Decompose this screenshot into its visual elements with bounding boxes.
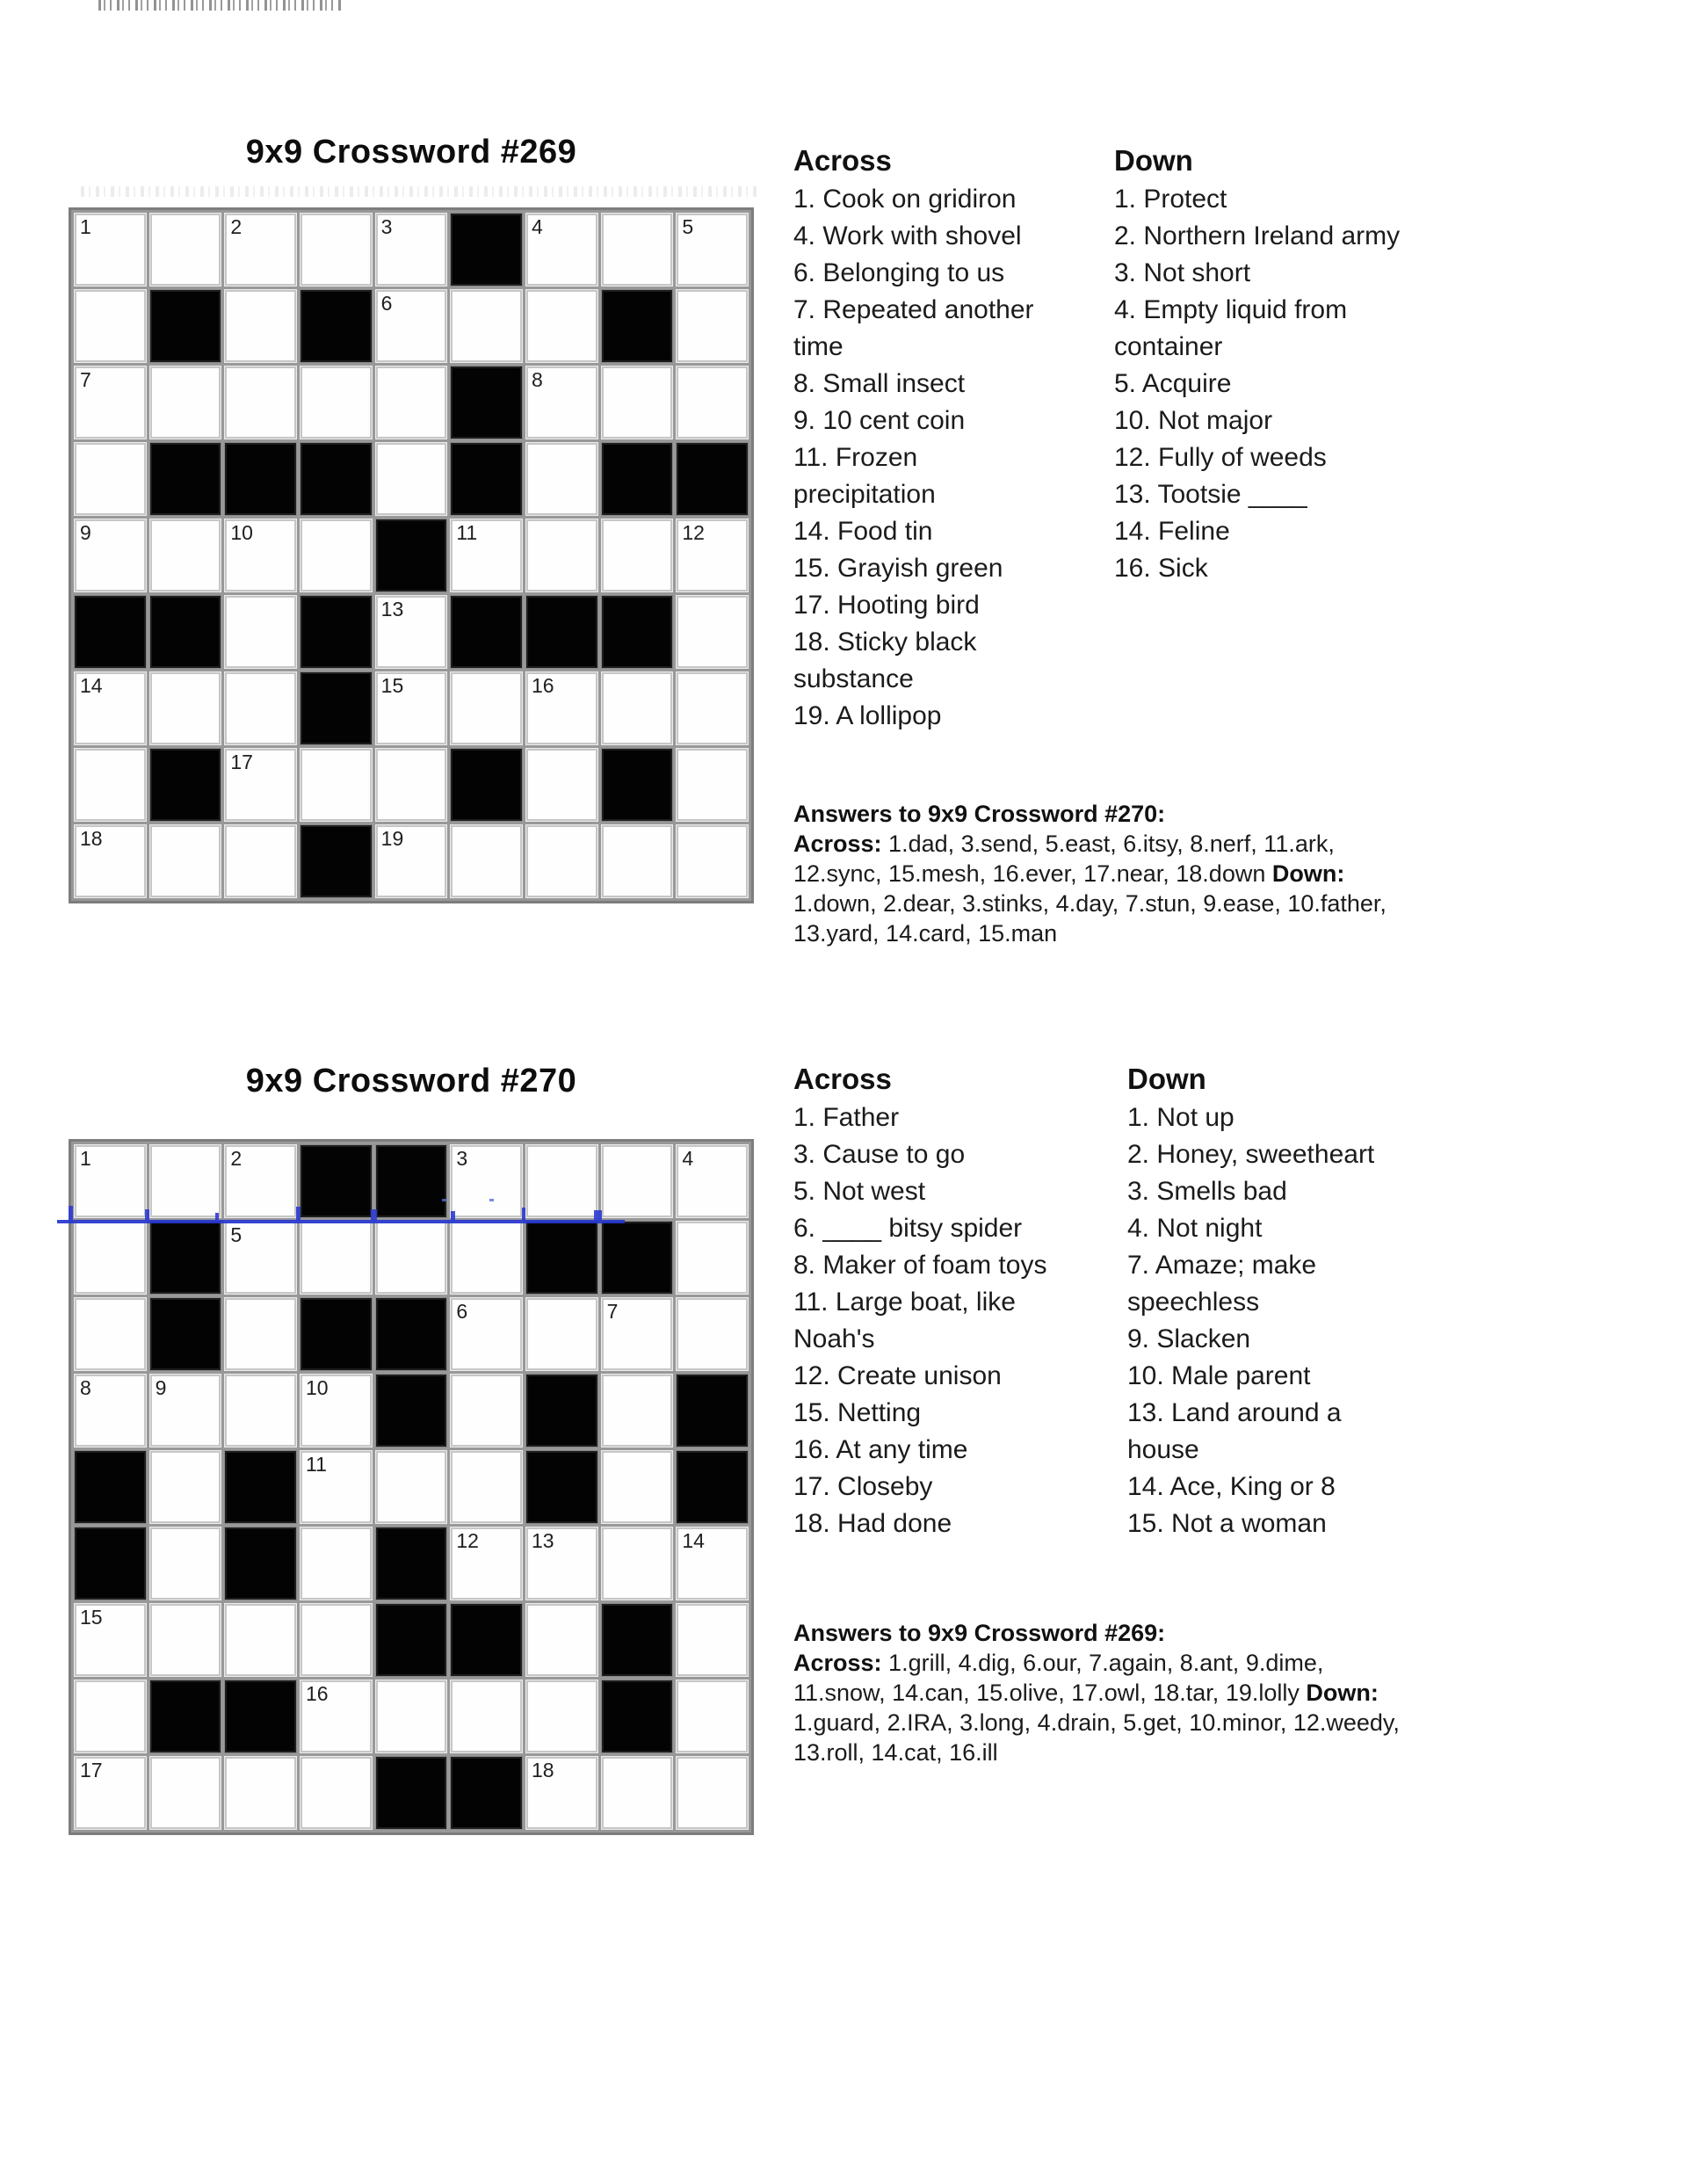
grid-cell bbox=[677, 596, 748, 668]
across-clue-list bbox=[793, 181, 1119, 735]
grid-cell bbox=[677, 290, 748, 362]
grid-cell bbox=[451, 1222, 522, 1294]
cell-number: 1 bbox=[80, 1147, 91, 1170]
clue-line: 10. Male parent bbox=[1127, 1361, 1311, 1390]
black-cell bbox=[300, 290, 372, 362]
cell-number: 5 bbox=[682, 215, 694, 238]
clue-line: 17. Closeby bbox=[793, 1472, 933, 1501]
grid-cell bbox=[451, 290, 522, 362]
clue-line: 16. At any time bbox=[793, 1435, 968, 1464]
answers-text: 1.guard, 2.IRA, 3.long, 4.drain, 5.get, 10.minor, 12.weedy, bbox=[793, 1709, 1400, 1736]
black-cell bbox=[150, 1680, 221, 1752]
answers-block-270 bbox=[793, 799, 1444, 948]
grid-cell bbox=[225, 596, 296, 668]
answers-block-269 bbox=[793, 1618, 1444, 1767]
black-cell bbox=[376, 1527, 447, 1600]
grid-cell bbox=[602, 1451, 673, 1523]
clue-line: 6. Belonging to us bbox=[793, 258, 1005, 287]
link-artifact-mark bbox=[145, 1209, 149, 1220]
link-artifact-mark bbox=[451, 1211, 455, 1220]
cell-number: 7 bbox=[606, 1300, 619, 1323]
cell-number: 16 bbox=[305, 1682, 329, 1705]
grid-cell bbox=[677, 366, 748, 439]
black-cell bbox=[376, 519, 447, 591]
clue-line: 1. Not up bbox=[1127, 1103, 1234, 1132]
black-cell bbox=[225, 1451, 296, 1523]
grid-cell bbox=[602, 1757, 673, 1829]
grid-cell bbox=[225, 672, 296, 744]
grid-cell bbox=[75, 749, 146, 821]
grid-cell bbox=[526, 1680, 597, 1752]
black-cell bbox=[150, 1222, 221, 1294]
black-cell bbox=[225, 443, 296, 515]
grid-cell bbox=[225, 825, 296, 897]
grid-cell bbox=[150, 519, 221, 591]
cell-number: 3 bbox=[456, 1147, 468, 1170]
grid-cell bbox=[300, 1680, 372, 1752]
answers-label: Across: bbox=[793, 1650, 882, 1676]
black-cell bbox=[225, 1527, 296, 1600]
answers-text: 11.snow, 14.can, 15.olive, 17.owl, 18.tar, 19.lolly bbox=[793, 1680, 1307, 1706]
clue-line: 3. Smells bad bbox=[1127, 1177, 1287, 1206]
answers-label: Down: bbox=[1271, 860, 1345, 887]
cell-number: 6 bbox=[456, 1300, 468, 1323]
black-cell bbox=[602, 596, 673, 668]
black-cell bbox=[300, 672, 372, 744]
grid-cell bbox=[451, 519, 522, 591]
cell-number: 8 bbox=[80, 1376, 91, 1399]
grid-cell bbox=[225, 519, 296, 591]
clue-line: 11. Large boat, like bbox=[793, 1288, 1016, 1317]
grid-cell bbox=[300, 366, 372, 439]
grid-cell bbox=[677, 519, 748, 591]
black-cell bbox=[602, 749, 673, 821]
black-cell bbox=[300, 825, 372, 897]
black-cell bbox=[526, 1451, 597, 1523]
grid-cell bbox=[75, 1757, 146, 1829]
clue-line: 15. Grayish green bbox=[793, 554, 1003, 583]
black-cell bbox=[602, 1222, 673, 1294]
clue-line: container bbox=[1114, 332, 1223, 361]
answers-body bbox=[793, 1648, 1444, 1767]
grid-cell bbox=[451, 1298, 522, 1370]
answers-line bbox=[793, 829, 1444, 859]
black-cell bbox=[451, 749, 522, 821]
cell-number: 10 bbox=[305, 1376, 329, 1399]
grid-cell bbox=[300, 749, 372, 821]
grid-cell bbox=[300, 1451, 372, 1523]
across-header: Across bbox=[793, 1063, 892, 1095]
black-cell bbox=[526, 596, 597, 668]
clue-line: 1. Cook on gridiron bbox=[793, 185, 1017, 214]
clue-line: 18. Sticky black bbox=[793, 628, 977, 657]
grid-cell bbox=[150, 1604, 221, 1676]
grid-cell bbox=[602, 1298, 673, 1370]
black-cell bbox=[300, 596, 372, 668]
clue-line: speechless bbox=[1127, 1288, 1260, 1317]
clue-line: 14. Feline bbox=[1114, 517, 1230, 546]
black-cell bbox=[526, 1375, 597, 1447]
grid-cell bbox=[526, 366, 597, 439]
black-cell bbox=[677, 1451, 748, 1523]
black-cell bbox=[451, 1757, 522, 1829]
cell-number: 2 bbox=[230, 215, 243, 238]
black-cell bbox=[526, 1222, 597, 1294]
down-clue-list bbox=[1127, 1099, 1531, 1542]
clue-line: 5. Acquire bbox=[1114, 369, 1232, 398]
clue-line: 8. Small insect bbox=[793, 369, 966, 398]
black-cell bbox=[451, 366, 522, 439]
clue-line: 8. Maker of foam toys bbox=[793, 1251, 1047, 1280]
link-artifact-mark bbox=[69, 1206, 73, 1220]
grid-cell bbox=[677, 1145, 748, 1217]
grid-cell bbox=[376, 1451, 447, 1523]
grid-cell bbox=[526, 1298, 597, 1370]
grid-cell bbox=[150, 1527, 221, 1600]
puzzle-title-269: 9x9 Crossword #269 bbox=[245, 134, 577, 171]
cell-number: 19 bbox=[380, 827, 404, 850]
grid-cell bbox=[225, 1222, 296, 1294]
cell-number: 3 bbox=[380, 215, 393, 238]
crossword-grid-270 bbox=[69, 1139, 754, 1835]
grid-cell bbox=[300, 1527, 372, 1600]
cell-number: 18 bbox=[80, 827, 103, 850]
answers-text: 13.roll, 14.cat, 16.ill bbox=[793, 1739, 998, 1766]
grid-cell bbox=[225, 366, 296, 439]
grid-cell bbox=[75, 443, 146, 515]
grid-cell bbox=[300, 214, 372, 286]
clue-line: 7. Amaze; make bbox=[1127, 1251, 1317, 1280]
cell-number: 18 bbox=[531, 1759, 554, 1781]
answers-line bbox=[793, 889, 1444, 918]
grid-cell bbox=[677, 1680, 748, 1752]
answers-line bbox=[793, 1708, 1444, 1738]
grid-cell bbox=[75, 1375, 146, 1447]
grid-cell bbox=[225, 1375, 296, 1447]
grid-cell bbox=[75, 290, 146, 362]
grid-cell bbox=[150, 825, 221, 897]
cell-number: 4 bbox=[531, 215, 543, 238]
cell-number: 6 bbox=[380, 292, 393, 315]
answers-text: 1.down, 2.dear, 3.stinks, 4.day, 7.stun, 9.ease, 10.father, bbox=[793, 890, 1387, 917]
across-clues-269 bbox=[793, 144, 1119, 735]
black-cell bbox=[75, 596, 146, 668]
grid-cell bbox=[75, 519, 146, 591]
cell-number: 12 bbox=[682, 521, 705, 544]
grid-cell bbox=[75, 825, 146, 897]
black-cell bbox=[451, 443, 522, 515]
black-cell bbox=[602, 1604, 673, 1676]
black-cell bbox=[376, 1375, 447, 1447]
grid-cell bbox=[602, 1527, 673, 1600]
grid-cell bbox=[75, 672, 146, 744]
link-artifact-dot bbox=[489, 1199, 494, 1201]
clue-line: 13. Land around a bbox=[1127, 1398, 1342, 1427]
black-cell bbox=[677, 443, 748, 515]
cell-number: 5 bbox=[230, 1223, 243, 1246]
grid-cell bbox=[300, 519, 372, 591]
grid-cell bbox=[526, 749, 597, 821]
across-clues-270 bbox=[793, 1063, 1127, 1542]
grid-cell bbox=[677, 1527, 748, 1600]
grid-cell bbox=[677, 672, 748, 744]
grid-cell bbox=[526, 1757, 597, 1829]
black-cell bbox=[376, 1298, 447, 1370]
grid-cell bbox=[225, 749, 296, 821]
clue-line: 4. Not night bbox=[1127, 1214, 1263, 1243]
answers-text: 12.sync, 15.mesh, 16.ever, 17.near, 18.down bbox=[793, 860, 1272, 887]
cell-number: 15 bbox=[380, 674, 404, 697]
link-artifact-mark bbox=[522, 1208, 525, 1220]
black-cell bbox=[150, 290, 221, 362]
grid-cell bbox=[75, 1222, 146, 1294]
grid-cell bbox=[677, 1298, 748, 1370]
answers-label: Down: bbox=[1306, 1680, 1379, 1706]
cell-number: 10 bbox=[230, 521, 253, 544]
grid-cell bbox=[150, 366, 221, 439]
grid-cell bbox=[376, 825, 447, 897]
grid-cell bbox=[677, 1222, 748, 1294]
answers-line bbox=[793, 918, 1444, 948]
grid-cell bbox=[376, 1222, 447, 1294]
grid-cell bbox=[677, 214, 748, 286]
grid-cell bbox=[75, 214, 146, 286]
grid-cell bbox=[75, 1604, 146, 1676]
grid-cell bbox=[376, 214, 447, 286]
clue-line: 16. Sick bbox=[1114, 554, 1208, 583]
clue-line: time bbox=[793, 332, 844, 361]
scan-artifact-band bbox=[81, 186, 757, 197]
cell-number: 1 bbox=[80, 215, 91, 238]
cell-number: 8 bbox=[531, 368, 543, 391]
cell-number: 14 bbox=[682, 1529, 705, 1552]
clue-line: 12. Fully of weeds bbox=[1114, 443, 1327, 472]
cell-number: 17 bbox=[80, 1759, 103, 1781]
cell-number: 9 bbox=[155, 1376, 167, 1399]
down-header: Down bbox=[1114, 144, 1193, 177]
grid-cell bbox=[602, 214, 673, 286]
across-clue-list bbox=[793, 1099, 1127, 1542]
clue-line: 19. A lollipop bbox=[793, 701, 942, 730]
down-clue-list bbox=[1114, 181, 1518, 587]
answers-label: Across: bbox=[793, 831, 882, 857]
grid-cell bbox=[150, 214, 221, 286]
answers-line bbox=[793, 1678, 1444, 1708]
cell-number: 15 bbox=[80, 1606, 103, 1629]
clue-line: substance bbox=[793, 664, 914, 693]
black-cell bbox=[677, 1375, 748, 1447]
grid-cell bbox=[300, 1222, 372, 1294]
black-cell bbox=[602, 443, 673, 515]
black-cell bbox=[451, 1604, 522, 1676]
clue-line: 15. Netting bbox=[793, 1398, 922, 1427]
crossword-grid-269 bbox=[69, 207, 754, 903]
grid-cell bbox=[451, 672, 522, 744]
black-cell bbox=[150, 596, 221, 668]
cell-number: 17 bbox=[230, 751, 253, 773]
grid-cell bbox=[451, 1527, 522, 1600]
grid-cell bbox=[526, 672, 597, 744]
cell-number: 4 bbox=[682, 1147, 694, 1170]
grid-cell bbox=[376, 443, 447, 515]
answers-line bbox=[793, 859, 1444, 889]
clue-line: 10. Not major bbox=[1114, 406, 1273, 435]
grid-cell bbox=[376, 290, 447, 362]
black-cell bbox=[376, 1604, 447, 1676]
black-cell bbox=[602, 290, 673, 362]
puzzle-title-270: 9x9 Crossword #270 bbox=[245, 1063, 577, 1099]
clue-line: 2. Honey, sweetheart bbox=[1127, 1140, 1375, 1169]
answers-text: 13.yard, 14.card, 15.man bbox=[793, 920, 1058, 947]
clipped-text-artifact bbox=[98, 0, 343, 11]
cell-number: 13 bbox=[531, 1529, 554, 1552]
black-cell bbox=[300, 1298, 372, 1370]
grid-cell bbox=[376, 1680, 447, 1752]
grid-cell bbox=[150, 1451, 221, 1523]
cell-number: 16 bbox=[531, 674, 554, 697]
black-cell bbox=[602, 1680, 673, 1752]
grid-cell bbox=[225, 1757, 296, 1829]
clue-line: 7. Repeated another bbox=[793, 295, 1034, 324]
grid-cell bbox=[526, 1604, 597, 1676]
grid-cell bbox=[526, 443, 597, 515]
black-cell bbox=[150, 443, 221, 515]
answers-text: 1.grill, 4.dig, 6.our, 7.again, 8.ant, 9.dime, bbox=[881, 1650, 1324, 1676]
clue-line: house bbox=[1127, 1435, 1199, 1464]
cell-number: 13 bbox=[380, 598, 404, 620]
grid-cell bbox=[150, 1375, 221, 1447]
grid-cell bbox=[677, 749, 748, 821]
clue-line: 14. Food tin bbox=[793, 517, 933, 546]
grid-cell bbox=[451, 825, 522, 897]
cell-number: 11 bbox=[305, 1453, 327, 1476]
grid-cell bbox=[602, 366, 673, 439]
down-header: Down bbox=[1127, 1063, 1206, 1095]
clue-line: 3. Cause to go bbox=[793, 1140, 966, 1169]
clue-line: 1. Protect bbox=[1114, 185, 1227, 214]
clue-line: 18. Had done bbox=[793, 1509, 952, 1538]
black-cell bbox=[225, 1680, 296, 1752]
grid-cell bbox=[376, 596, 447, 668]
grid-cell bbox=[451, 1375, 522, 1447]
grid-cell bbox=[225, 1604, 296, 1676]
clue-line: 4. Work with shovel bbox=[793, 221, 1022, 250]
grid-cell bbox=[75, 1298, 146, 1370]
grid-cell bbox=[150, 1757, 221, 1829]
link-artifact-mark bbox=[215, 1213, 219, 1220]
clue-line: precipitation bbox=[793, 480, 936, 509]
answers-title: Answers to 9x9 Crossword #270: bbox=[793, 801, 1166, 827]
grid-cell bbox=[376, 366, 447, 439]
down-clues-270 bbox=[1127, 1063, 1531, 1542]
grid-cell bbox=[677, 1604, 748, 1676]
black-cell bbox=[376, 1757, 447, 1829]
grid-cell bbox=[526, 825, 597, 897]
grid-cell bbox=[300, 1604, 372, 1676]
grid-cell bbox=[451, 1451, 522, 1523]
clue-line: 14. Ace, King or 8 bbox=[1127, 1472, 1336, 1501]
grid-cell bbox=[602, 1375, 673, 1447]
grid-cell bbox=[526, 290, 597, 362]
grid-cell bbox=[526, 519, 597, 591]
black-cell bbox=[451, 214, 522, 286]
link-artifact-dot bbox=[442, 1199, 446, 1201]
grid-cell bbox=[225, 214, 296, 286]
grid-cell bbox=[376, 672, 447, 744]
cell-number: 7 bbox=[80, 368, 91, 391]
answers-body bbox=[793, 829, 1444, 948]
grid-cell bbox=[602, 825, 673, 897]
grid-cell bbox=[602, 519, 673, 591]
clue-line: 5. Not west bbox=[793, 1177, 926, 1206]
answers-line bbox=[793, 1738, 1444, 1767]
answers-line bbox=[793, 1648, 1444, 1678]
grid-cell bbox=[150, 672, 221, 744]
cell-number: 2 bbox=[230, 1147, 243, 1170]
clue-line: 17. Hooting bird bbox=[793, 591, 980, 620]
clue-line: 6. ____ bitsy spider bbox=[793, 1214, 1023, 1243]
black-cell bbox=[300, 443, 372, 515]
grid-cell bbox=[677, 1757, 748, 1829]
grid-cell bbox=[602, 672, 673, 744]
grid-cell bbox=[677, 825, 748, 897]
clue-line: 13. Tootsie ____ bbox=[1114, 480, 1307, 509]
clue-line: 2. Northern Ireland army bbox=[1114, 221, 1401, 250]
link-artifact[interactable] bbox=[57, 1197, 625, 1223]
black-cell bbox=[150, 749, 221, 821]
link-artifact-mark bbox=[296, 1207, 300, 1220]
cell-number: 14 bbox=[80, 674, 103, 697]
clue-line: 3. Not short bbox=[1114, 258, 1251, 287]
black-cell bbox=[75, 1527, 146, 1600]
clue-line: Noah's bbox=[793, 1324, 875, 1353]
clue-line: 1. Father bbox=[793, 1103, 900, 1132]
grid-cell bbox=[75, 1680, 146, 1752]
black-cell bbox=[150, 1298, 221, 1370]
cell-number: 12 bbox=[456, 1529, 479, 1552]
grid-cell bbox=[376, 749, 447, 821]
black-cell bbox=[75, 1451, 146, 1523]
across-header: Across bbox=[793, 144, 892, 177]
cell-number: 9 bbox=[80, 521, 91, 544]
clue-line: 12. Create unison bbox=[793, 1361, 1002, 1390]
answers-text: 1.dad, 3.send, 5.east, 6.itsy, 8.nerf, 11.ark, bbox=[881, 831, 1335, 857]
grid-cell bbox=[225, 290, 296, 362]
grid-cell bbox=[451, 1680, 522, 1752]
clue-line: 4. Empty liquid from bbox=[1114, 295, 1348, 324]
grid-cell bbox=[75, 366, 146, 439]
black-cell bbox=[451, 596, 522, 668]
link-artifact-mark bbox=[371, 1209, 377, 1220]
clue-line: 9. Slacken bbox=[1127, 1324, 1251, 1353]
clue-line: 9. 10 cent coin bbox=[793, 406, 966, 435]
clue-line: 15. Not a woman bbox=[1127, 1509, 1327, 1538]
clue-line: 11. Frozen bbox=[793, 443, 918, 472]
grid-cell bbox=[300, 1757, 372, 1829]
link-artifact-mark bbox=[594, 1210, 602, 1220]
grid-cell bbox=[526, 1527, 597, 1600]
cell-number: 11 bbox=[456, 521, 478, 544]
grid-cell bbox=[526, 214, 597, 286]
answers-title: Answers to 9x9 Crossword #269: bbox=[793, 1620, 1166, 1646]
grid-cell bbox=[225, 1298, 296, 1370]
down-clues-269 bbox=[1114, 144, 1518, 587]
grid-cell bbox=[300, 1375, 372, 1447]
